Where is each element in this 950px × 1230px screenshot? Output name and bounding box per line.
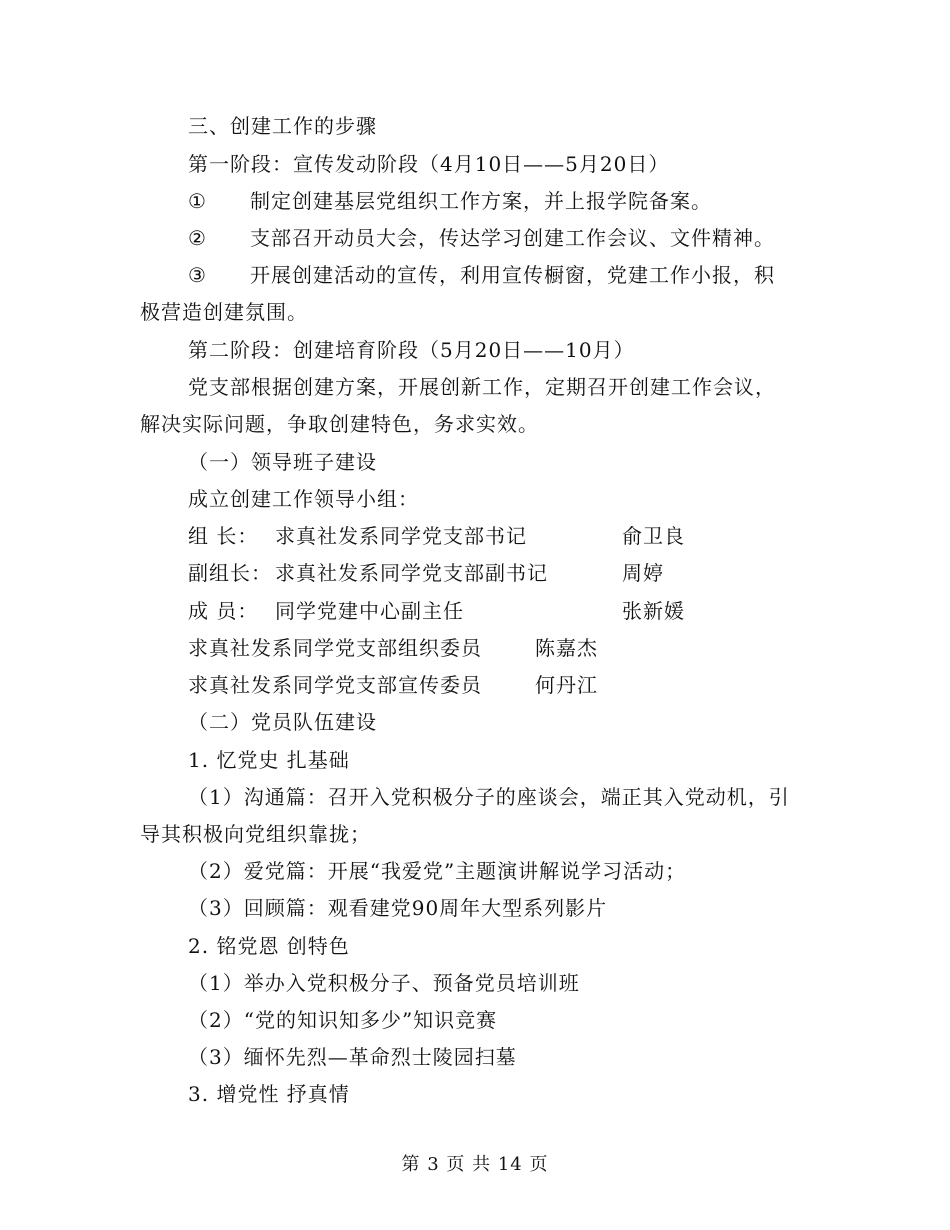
item-2-point-2: （2）“党的知识知多少”知识竞赛 xyxy=(188,1008,498,1032)
phase1-item-1 xyxy=(188,187,712,215)
member-name: 张新媛 xyxy=(622,599,685,623)
member-name: 陈嘉杰 xyxy=(535,636,598,660)
phase2-title: 第二阶段：创建培育阶段（5月20日——10月） xyxy=(188,338,635,362)
member-name: 何丹江 xyxy=(535,673,598,697)
phase2-paragraph-line-1: 党支部根据创建方案，开展创新工作，定期召开创建工作会议， xyxy=(188,375,776,399)
list-item-text: 开展创建活动的宣传，利用宣传橱窗，党建工作小报，积 xyxy=(250,263,775,287)
section-title: 三、创建工作的步骤 xyxy=(188,114,377,138)
list-marker: ③ xyxy=(188,263,207,287)
item-1-point-1: （1）沟通篇：召开入党积极分子的座谈会，端正其入党动机，引 xyxy=(188,785,790,809)
item-1-point-1-continuation: 导其积极向党组织靠拢； xyxy=(140,822,371,846)
item-1-point-3: （3）回顾篇：观看建党90周年大型系列影片 xyxy=(188,896,608,920)
member-title: 求真社发系同学党支部组织委员 xyxy=(188,636,482,660)
phase1-item-3-continuation: 极营造创建氛围。 xyxy=(140,300,308,324)
phase1-item-3 xyxy=(188,261,775,289)
member-name: 俞卫良 xyxy=(622,524,685,548)
member-role: 副组长： xyxy=(188,561,272,585)
member-title: 求真社发系同学党支部宣传委员 xyxy=(188,673,482,697)
list-item-text: 制定创建基层党组织工作方案，并上报学院备案。 xyxy=(250,189,712,213)
page-footer: 第 3 页 共 14 页 xyxy=(401,1154,549,1175)
item-1-point-2: （2）爱党篇：开展“我爱党”主题演讲解说学习活动； xyxy=(188,859,687,883)
item-2-title: 2. 铭党恩 创特色 xyxy=(188,934,350,958)
item-2-point-3: （3）缅怀先烈—革命烈士陵园扫墓 xyxy=(188,1045,517,1069)
sub-section-title-2: （二）党员队伍建设 xyxy=(188,710,377,734)
item-1-title: 1. 忆党史 扎基础 xyxy=(188,748,350,772)
item-3-title: 3. 增党性 抒真情 xyxy=(188,1082,350,1106)
phase1-item-2 xyxy=(188,224,775,252)
item-2-point-1: （1）举办入党积极分子、预备党员培训班 xyxy=(188,971,580,995)
sub-section-title-1: （一）领导班子建设 xyxy=(188,450,377,474)
member-role: 组 长： xyxy=(188,524,259,548)
member-name: 周婷 xyxy=(622,561,664,585)
phase1-title: 第一阶段：宣传发动阶段（4月10日——5月20日） xyxy=(188,152,670,176)
group-intro: 成立创建工作领导小组： xyxy=(188,487,419,511)
member-title: 求真社发系同学党支部副书记 xyxy=(275,561,548,585)
member-role: 成 员： xyxy=(188,599,259,623)
member-title: 求真社发系同学党支部书记 xyxy=(275,524,527,548)
phase2-paragraph-line-2: 解决实际问题，争取创建特色，务求实效。 xyxy=(140,412,539,436)
list-item-text: 支部召开动员大会，传达学习创建工作会议、文件精神。 xyxy=(250,226,775,250)
list-marker: ② xyxy=(188,226,207,250)
member-title: 同学党建中心副主任 xyxy=(275,599,464,623)
list-marker: ① xyxy=(188,189,207,213)
